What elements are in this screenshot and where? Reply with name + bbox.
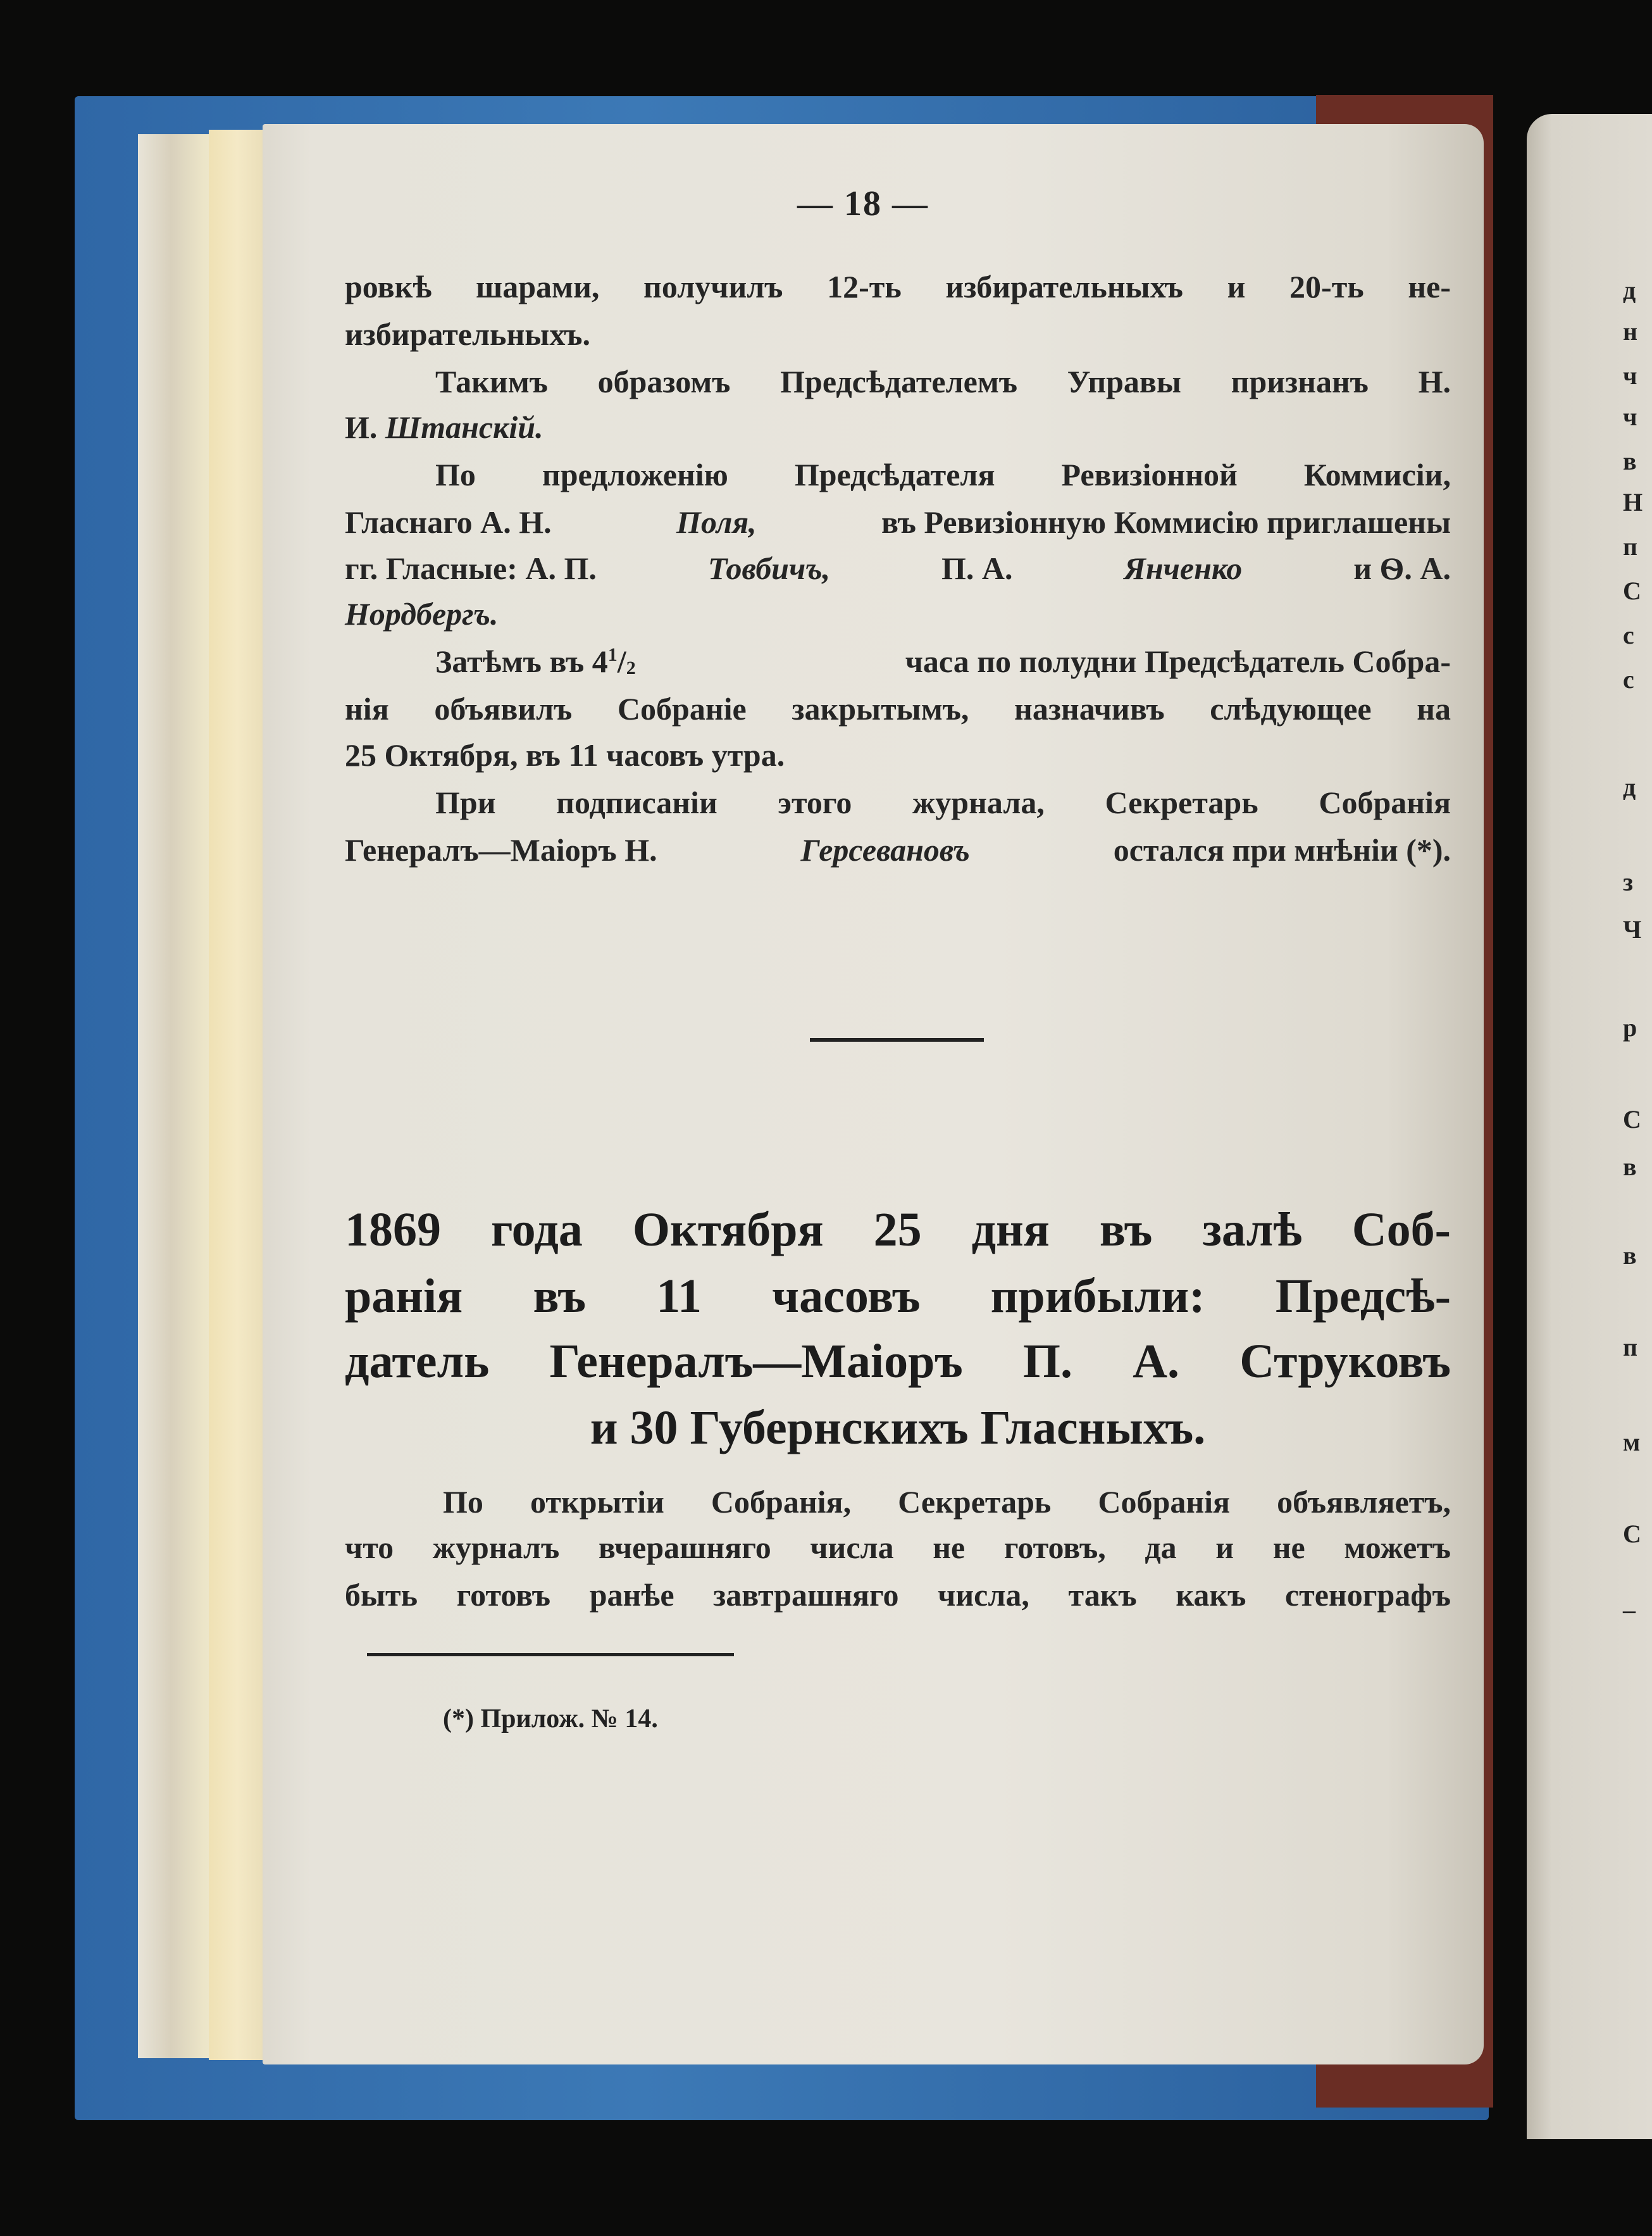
next-page-fragment: С bbox=[1623, 1520, 1641, 1548]
text-line: При подписаніи этого журнала, Секретарь Собранія bbox=[435, 785, 1451, 820]
text-line: избирательныхъ. bbox=[345, 316, 591, 352]
next-page-fragment: с bbox=[1623, 665, 1634, 694]
text-line: что журналъ вчерашняго числа не готовъ, да и не можетъ bbox=[345, 1530, 1451, 1565]
next-page-fragment: м bbox=[1623, 1428, 1641, 1456]
next-page-fragment: п bbox=[1623, 532, 1638, 561]
next-page-fragment: С bbox=[1623, 1105, 1641, 1134]
next-page-fragment: с bbox=[1623, 621, 1634, 649]
page-block-edge bbox=[138, 134, 220, 2058]
section-divider bbox=[810, 1038, 984, 1042]
text-line: Гласнаго А. Н. Поля, въ Ревизіонную Коммисію приглашены bbox=[345, 504, 1451, 540]
next-page bbox=[1527, 114, 1652, 2139]
footnote-rule bbox=[367, 1653, 734, 1656]
next-page-fragment: д bbox=[1623, 773, 1636, 801]
text-line: 25 Октября, въ 11 часовъ утра. bbox=[345, 737, 785, 773]
section-heading-line: 1869 года Октября 25 дня въ залѣ Соб- bbox=[345, 1203, 1451, 1256]
page-gutter bbox=[209, 130, 266, 2060]
next-page-fragment: Н bbox=[1623, 488, 1643, 516]
text-line: По открытіи Собранія, Секретарь Собранія объявляетъ, bbox=[443, 1484, 1451, 1520]
text-line: ровкѣ шарами, получилъ 12-ть избирательныхъ и 20-ть не- bbox=[345, 269, 1451, 304]
next-page-fragment: р bbox=[1623, 1013, 1637, 1042]
next-page-fragment: ч bbox=[1623, 403, 1637, 431]
text-line: Затѣмъ въ $4^1/_2$ часа по полудни Предсѣдатель Собра- bbox=[435, 644, 1451, 679]
section-heading-line: и 30 Губернскихъ Гласныхъ. bbox=[590, 1401, 1206, 1454]
text-line: И. Штанскій. bbox=[345, 409, 543, 445]
next-page-fragment: Ч bbox=[1623, 915, 1642, 944]
text-line: По предложенію Предсѣдателя Ревизіонной Коммисіи, bbox=[435, 457, 1451, 492]
text-line: Генералъ—Маіоръ Н. Герсевановъ остался при мнѣніи (*). bbox=[345, 832, 1451, 868]
text-line: Нордбергъ. bbox=[345, 596, 499, 632]
text-line: быть готовъ ранѣе завтрашняго числа, такъ какъ стенографъ bbox=[345, 1577, 1451, 1613]
next-page-fragment: в bbox=[1623, 1152, 1637, 1181]
text-line: гг. Гласные: А. П. Товбичъ, П. А. Янченко и Ѳ. А. bbox=[345, 551, 1451, 586]
next-page-fragment: н bbox=[1623, 317, 1638, 346]
footnote: (*) Прилож. № 14. bbox=[443, 1704, 658, 1733]
text-line: Такимъ образомъ Предсѣдателемъ Управы признанъ Н. bbox=[435, 364, 1451, 399]
next-page-fragment: д bbox=[1623, 276, 1636, 304]
section-heading-line: ранія въ 11 часовъ прибыли: Предсѣ- bbox=[345, 1270, 1451, 1323]
text-line: нія объявилъ Собраніе закрытымъ, назначивъ слѣдующее на bbox=[345, 691, 1451, 727]
next-page-fragment: п bbox=[1623, 1333, 1638, 1361]
next-page-fragment: з bbox=[1623, 868, 1634, 896]
next-page-fragment: ч bbox=[1623, 361, 1637, 390]
next-page-fragment: в bbox=[1623, 447, 1637, 475]
section-heading-line: датель Генералъ—Маіоръ П. А. Струковъ bbox=[345, 1335, 1451, 1388]
next-page-fragment: С bbox=[1623, 577, 1641, 605]
page-number: — 18 — bbox=[797, 184, 929, 223]
next-page-fragment: – bbox=[1623, 1596, 1636, 1624]
next-page-fragment: в bbox=[1623, 1241, 1637, 1270]
